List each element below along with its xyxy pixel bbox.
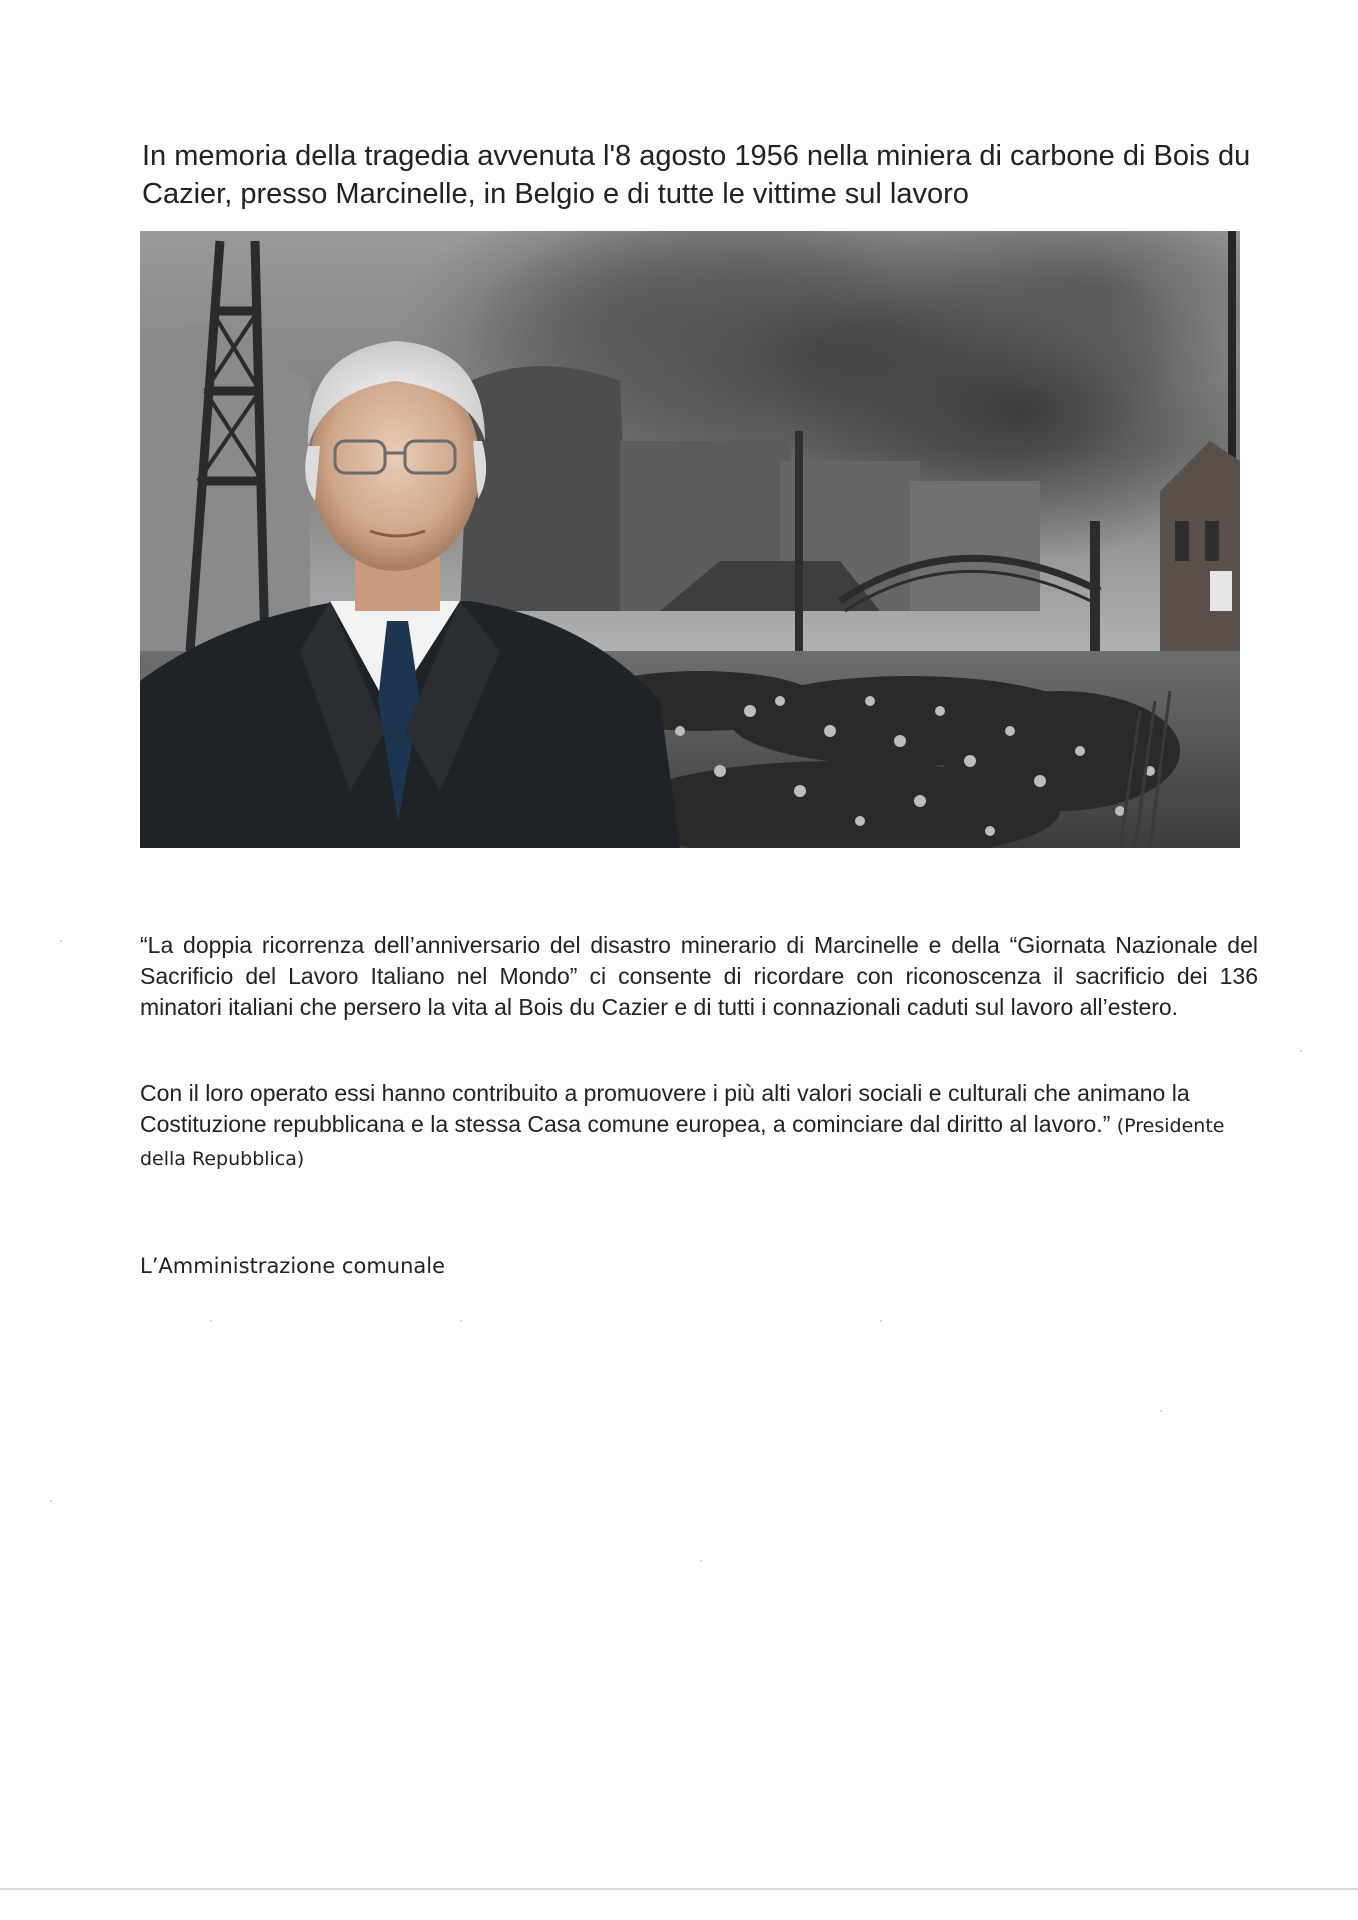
- quote-paragraph-1: “La doppia ricorrenza dell’anniversario del disastro minerario di Marcinelle e della “Giornata Nazionale del Sacrificio del Lavoro Italiano nel Mondo” ci consente di ricordare con riconoscenza il sacrificio dei 136 minatori italiani che persero la vita al Bois du Cazier e di tutti i connazionali caduti sul lavoro all’estero.: [140, 932, 1258, 1020]
- memorial-photo: [140, 231, 1240, 848]
- scan-speck: [60, 940, 62, 942]
- page-bottom-divider: [0, 1888, 1358, 1890]
- scan-speck: [210, 1320, 212, 1322]
- quote-attribution: (Presidente della Repubblica): [140, 1115, 1225, 1170]
- scan-speck: [700, 1560, 702, 1562]
- scan-speck: [1300, 1050, 1302, 1052]
- memorial-heading: In memoria della tragedia avvenuta l'8 agosto 1956 nella miniera di carbone di Bois du Cazier, presso Marcinelle, in Belgio e di tutte le vittime sul lavoro: [142, 140, 1251, 210]
- quote-paragraph-2-text: Con il loro operato essi hanno contribuito a promuovere i più alti valori sociali e culturali che animano la Costituzione repubblicana e la stessa Casa comune europea, a cominciare dal diritto al lavoro.”: [140, 1080, 1190, 1137]
- scan-speck: [50, 1500, 52, 1502]
- quote-paragraph-2: [140, 1078, 1258, 1175]
- scan-speck: [1160, 1410, 1162, 1412]
- scan-speck: [880, 1320, 882, 1322]
- signature: L’Amministrazione comunale: [140, 1254, 446, 1278]
- scan-speck: [460, 1320, 462, 1322]
